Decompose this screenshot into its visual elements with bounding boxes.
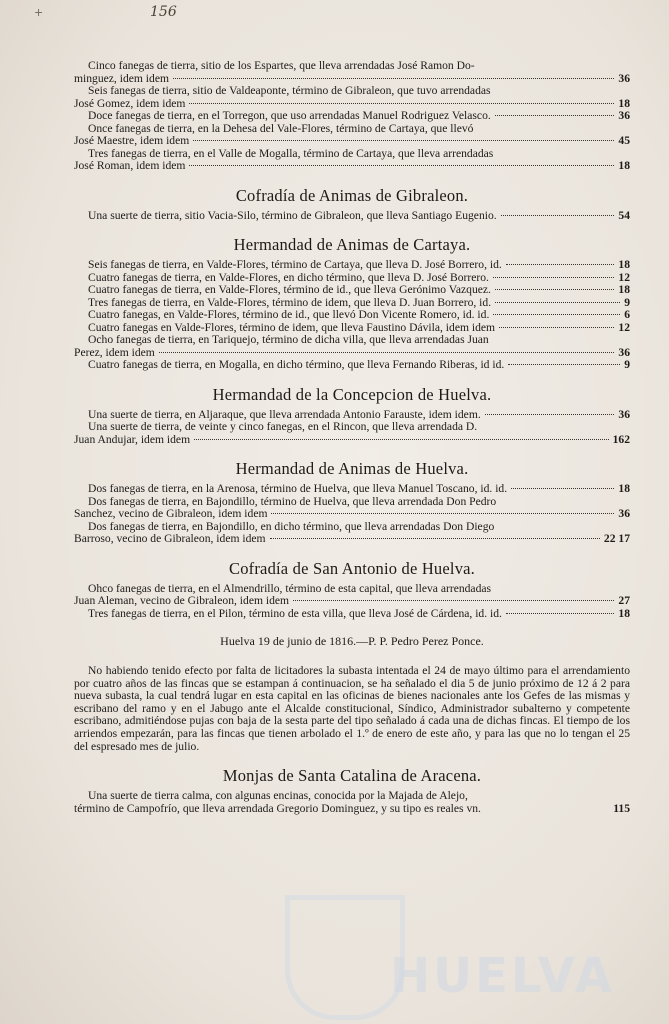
entry-continuation — [74, 135, 630, 148]
entry-amount: 162 — [612, 432, 630, 446]
entry-text: Cuatro fanegas de tierra, en Valde-Flores, en dicho término, que lleva D. José Borrero. — [88, 271, 489, 284]
entry-text: Barroso, vecino de Gibraleon, idem idem — [74, 532, 266, 545]
ledger-entry — [74, 210, 630, 223]
ledger-entry — [74, 85, 630, 110]
entry-amount: 36 — [618, 71, 630, 85]
leader-dots — [270, 538, 600, 539]
entry-amount: 12 — [618, 270, 630, 284]
entry-text: Dos fanegas de tierra, en Bajondillo, en dicho término, que lleva arrendadas Don Diego — [88, 519, 495, 533]
entry-text: término de Campofrío, que lleva arrendada Gregorio Dominguez, y su tipo es reales vn. — [74, 801, 481, 815]
ledger-entry — [74, 123, 630, 148]
leader-dots — [189, 165, 614, 166]
leader-dots — [271, 513, 614, 514]
entry-continuation — [74, 595, 630, 608]
entry-text: Tres fanegas de tierra, en Valde-Flores, término de idem, que lleva D. Juan Borrero, id. — [88, 296, 492, 309]
entry-continuation — [74, 508, 630, 521]
ledger-entry — [74, 148, 630, 173]
entry-text: Sanchez, vecino de Gibraleon, idem idem — [74, 507, 268, 520]
entry-text: Cuatro fanegas en Valde-Flores, término de idem, que lleva Faustino Dávila, idem idem — [88, 321, 496, 334]
leader-dots — [495, 289, 614, 290]
entry-amount: 9 — [624, 295, 630, 309]
leader-dots — [506, 613, 614, 614]
leader-dots — [493, 277, 614, 278]
entry-amount: 36 — [618, 345, 630, 359]
page-number: 156 — [150, 4, 177, 20]
entry-amount: 27 — [618, 594, 630, 607]
entry-text: Seis fanegas de tierra, sitio de Valdeaponte, término de Gibraleon, que tuvo arrendadas — [88, 84, 491, 97]
ledger-entry — [74, 259, 630, 272]
ledger-entry — [74, 272, 630, 285]
entry-text: minguez, idem idem — [74, 71, 169, 85]
leader-dots — [499, 327, 614, 328]
ledger-entry — [74, 496, 630, 521]
entry-amount: 18 — [618, 159, 630, 172]
entry-continuation — [74, 347, 630, 360]
entry-text: Juan Aleman, vecino de Gibraleon, idem idem — [74, 594, 290, 607]
entry-text: José Roman, idem idem — [74, 159, 186, 172]
ledger-entry — [74, 297, 630, 310]
ledger-entry — [74, 483, 630, 496]
entry-text: Cuatro fanegas, en Valde-Flores, término de id., que llevó Don Vicente Romero, id. id. — [88, 309, 490, 321]
watermark-text: HUELVA — [390, 948, 615, 1004]
section-title: Hermandad de Animas de Huelva. — [235, 459, 469, 478]
entry-text: Una suerte de tierra, sitio Vacia-Silo, término de Gibraleon, que lleva Santiago Eugenio. — [88, 209, 497, 222]
entry-text: Dos fanegas de tierra, en Bajondillo, término de Huelva, que lleva arrendada Don Pedro — [88, 494, 497, 508]
entry-amount: 12 — [618, 320, 630, 334]
entry-amount: 45 — [618, 134, 630, 147]
entry-text: Cinco fanegas de tierra, sitio de los Espartes, que lleva arrendadas José Ramon Do- — [88, 59, 475, 72]
document-body — [74, 60, 630, 815]
ledger-entry — [74, 284, 630, 297]
entry-text: Tres fanegas de tierra, en el Valle de Mogalla, término de Cartaya, que lleva arrendadas — [88, 146, 494, 160]
entry-text: Tres fanegas de tierra, en el Pilon, término de esta villa, que lleva José de Cárdena, id. id. — [88, 607, 502, 620]
entry-text: Dos fanegas de tierra, en la Arenosa, término de Huelva, que lleva Manuel Toscano, id. id. — [88, 483, 508, 495]
entry-amount: 22 17 — [603, 532, 630, 545]
leader-dots — [501, 215, 615, 216]
entry-text: Once fanegas de tierra, en la Dehesa del Vale-Flores, término de Cartaya, que llevó — [88, 121, 474, 135]
corner-mark: + — [34, 6, 44, 19]
entry-amount: 36 — [618, 507, 630, 520]
section-title: Cofradía de San Antonio de Huelva. — [229, 558, 475, 578]
ledger-entry — [74, 60, 630, 85]
entry-continuation — [74, 533, 630, 546]
section-title: Hermandad de la Concepcion de Huelva. — [212, 384, 492, 404]
entry-text: Una suerte de tierra, en Aljaraque, que lleva arrendada Antonio Farauste, idem idem. — [88, 408, 481, 421]
entry-amount: 18 — [618, 258, 630, 271]
entry-amount: 9 — [624, 358, 630, 371]
entry-amount: 6 — [624, 308, 630, 321]
leader-dots — [485, 414, 615, 415]
entry-text: José Maestre, idem idem — [74, 134, 190, 147]
notice-paragraph: No habiendo tenido efecto por falta de licitadores la subasta intentada el 24 de mayo último para el arrendamiento por cuatro años de las fincas que se estampan á continuacion, se ha señalado el dia 5 de junio próximo de 12 á 2 para nueva subasta, la cual tendrá lugar en esta capital en las oficinas de bienes nacionales ante los Gefes de las mismas y escribano del ramo y en el Jabugo ante el Alcalde constitucional, Síndico, Administrador subalterno y competente escribano, admitiéndose pujas con baja de la sesta parte del tipo señalado á cada una de dichas fincas. El tiempo de los arriendos empezarán, para las fincas que tienen arbolado el 1.º de enero de este año, y para las que no lo tengan el 25 del espresado mes de julio. — [74, 664, 630, 753]
section-title: Cofradía de Animas de Gibraleon. — [235, 185, 469, 205]
entry-continuation — [74, 803, 630, 816]
leader-dots — [493, 314, 620, 315]
leader-dots — [193, 140, 614, 141]
entry-continuation — [74, 160, 630, 173]
ledger-entry — [74, 309, 630, 322]
leader-dots — [495, 115, 615, 116]
entry-amount: 18 — [618, 96, 630, 110]
entry-text: Una suerte de tierra calma, con algunas encinas, conocida por la Majada de Alejo, — [88, 789, 468, 803]
leader-dots — [189, 103, 614, 104]
entry-amount: 36 — [618, 109, 630, 122]
signature-line: Huelva 19 de junio de 1816.—P. P. Pedro Perez Ponce. — [220, 634, 484, 648]
entry-amount: 18 — [618, 482, 630, 495]
leader-dots — [495, 302, 620, 303]
entry-amount: 115 — [613, 801, 630, 815]
ledger-entry — [74, 790, 630, 815]
entry-text: Seis fanegas de tierra, en Valde-Flores, término de Cartaya, que lleva D. José Borrero, id. — [88, 259, 502, 271]
archive-shield-watermark — [285, 895, 405, 1020]
section-title: Hermandad de Animas de Cartaya. — [233, 235, 471, 254]
entry-continuation — [74, 98, 630, 111]
ledger-entry — [74, 583, 630, 608]
entry-text: Una suerte de tierra, de veinte y cinco fanegas, en el Rincon, que lleva arrendada D. — [88, 420, 478, 433]
entry-amount: 54 — [618, 208, 630, 222]
leader-dots — [173, 78, 614, 79]
entry-text: Juan Andujar, idem idem — [74, 432, 191, 446]
entry-amount: 18 — [618, 283, 630, 296]
entry-text: Doce fanegas de tierra, en el Torregon, que uso arrendadas Manuel Rodriguez Velasco. — [88, 110, 491, 122]
ledger-entry — [74, 110, 630, 123]
leader-dots — [293, 600, 614, 601]
entry-text: Ohco fanegas de tierra, en el Almendrillo, término de esta capital, que lleva arrendadas — [88, 581, 492, 595]
leader-dots — [511, 488, 614, 489]
section-title: Monjas de Santa Catalina de Aracena. — [222, 766, 482, 786]
entry-text: Cuatro fanegas de tierra, en Mogalla, en dicho término, que lleva Fernando Riberas, id id. — [88, 359, 505, 371]
ledger-entry — [74, 359, 630, 372]
leader-dots — [508, 364, 620, 365]
leader-dots — [159, 352, 615, 353]
entry-continuation — [74, 434, 630, 447]
ledger-entry — [74, 421, 630, 446]
ledger-entry — [74, 608, 630, 621]
ledger-entry — [74, 521, 630, 546]
leader-dots — [506, 264, 615, 265]
entry-text: Ocho fanegas de tierra, en Tariquejo, término de dicha villa, que lleva arrendadas Juan — [88, 333, 489, 346]
entry-text: Perez, idem idem — [74, 345, 155, 359]
entry-amount: 18 — [618, 606, 630, 620]
entry-amount: 36 — [618, 407, 630, 421]
entry-text: José Gomez, idem idem — [74, 96, 186, 110]
entry-text: Cuatro fanegas de tierra, en Valde-Flores, término de id., que lleva Gerónimo Vazquez. — [88, 284, 491, 296]
ledger-entry — [74, 334, 630, 359]
leader-dots — [194, 439, 609, 440]
